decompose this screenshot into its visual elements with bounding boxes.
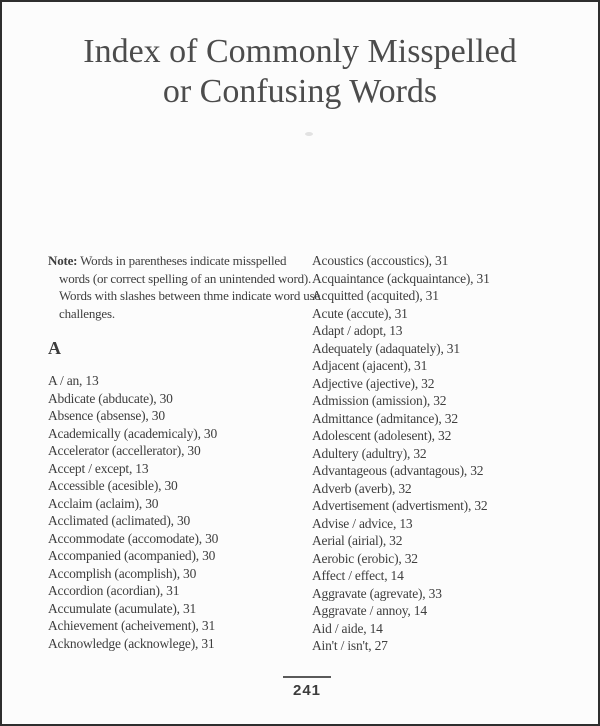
section-heading-a: A bbox=[48, 338, 61, 358]
index-entry: Aggravate / annoy, 14 bbox=[312, 603, 427, 618]
page-number: 241 bbox=[292, 682, 322, 699]
note-line: Words with slashes between thme indicate word use bbox=[59, 288, 321, 303]
note-line: words (or correct spelling of an unintended word). bbox=[59, 270, 312, 286]
index-entry: Accomplish (acomplish), 30 bbox=[48, 565, 197, 581]
index-entry: Adolescent (adolesent), 32 bbox=[312, 428, 452, 443]
index-entry: Affect / effect, 14 bbox=[312, 568, 404, 583]
footer-rule bbox=[283, 676, 331, 678]
note-first-line-text: Words in parentheses indicate misspelled bbox=[77, 253, 287, 268]
index-entry: Aerobic (erobic), 32 bbox=[312, 550, 418, 566]
index-entry: Acclimated (aclimated), 30 bbox=[48, 513, 191, 528]
index-entry: Accept / except, 13 bbox=[48, 460, 149, 476]
page-title-line: or Confusing Words bbox=[162, 73, 438, 110]
index-entry: Adjacent (ajacent), 31 bbox=[312, 358, 428, 373]
index-entry: Advertisement (advertisment), 32 bbox=[312, 498, 488, 513]
index-entry: Accordion (acordian), 31 bbox=[48, 583, 180, 598]
index-entry: Accelerator (accellerator), 30 bbox=[48, 443, 201, 458]
index-entry: Adverb (averb), 32 bbox=[312, 480, 412, 496]
index-entry: Abdicate (abducate), 30 bbox=[48, 390, 173, 406]
index-entry: Aggravate (agrevate), 33 bbox=[312, 585, 442, 601]
index-entry: Acquaintance (ackquaintance), 31 bbox=[312, 270, 490, 286]
index-entry: A / an, 13 bbox=[48, 373, 99, 388]
index-entry: Acclaim (aclaim), 30 bbox=[48, 495, 159, 511]
index-entry: Accessible (acesible), 30 bbox=[48, 478, 178, 493]
index-entry: Advantageous (advantagous), 32 bbox=[312, 463, 484, 478]
index-entry: Absence (absense), 30 bbox=[48, 408, 165, 423]
index-entry: Aid / aide, 14 bbox=[312, 620, 383, 636]
index-entry: Adjective (ajective), 32 bbox=[312, 375, 435, 391]
index-entry: Accommodate (accomodate), 30 bbox=[48, 530, 219, 546]
index-entry: Acquitted (acquited), 31 bbox=[312, 288, 439, 303]
index-entry: Admittance (admitance), 32 bbox=[312, 410, 458, 426]
index-column-right bbox=[312, 252, 490, 655]
index-entry: Acknowledge (acknowlege), 31 bbox=[48, 635, 215, 651]
index-entry: Acoustics (accoustics), 31 bbox=[312, 253, 449, 268]
index-entry: Adultery (adultry), 32 bbox=[312, 445, 427, 461]
scan-speck bbox=[305, 132, 313, 136]
index-entry: Adequately (adaquately), 31 bbox=[312, 340, 460, 356]
note-continuation bbox=[48, 270, 320, 323]
index-entry: Accumulate (acumulate), 31 bbox=[48, 600, 197, 616]
index-entry: Adapt / adopt, 13 bbox=[312, 323, 403, 338]
index-entry: Acute (accute), 31 bbox=[312, 305, 408, 321]
index-entry: Aerial (airial), 32 bbox=[312, 533, 403, 548]
index-entry: Achievement (acheivement), 31 bbox=[48, 618, 215, 633]
note bbox=[48, 252, 320, 322]
index-entry: Ain't / isn't, 27 bbox=[312, 638, 388, 653]
page-title-line: Index of Commonly Misspelled bbox=[83, 33, 517, 70]
index-entry: Advise / advice, 13 bbox=[312, 515, 413, 531]
note-line: challenges. bbox=[59, 305, 115, 321]
note-label: Note: bbox=[48, 253, 78, 268]
page-title bbox=[2, 32, 598, 112]
index-column-left bbox=[48, 372, 218, 652]
index-entry: Academically (academicaly), 30 bbox=[48, 425, 218, 441]
note-first-line bbox=[48, 252, 320, 270]
index-entry: Admission (amission), 32 bbox=[312, 393, 447, 408]
index-entry: Accompanied (acompanied), 30 bbox=[48, 548, 216, 563]
